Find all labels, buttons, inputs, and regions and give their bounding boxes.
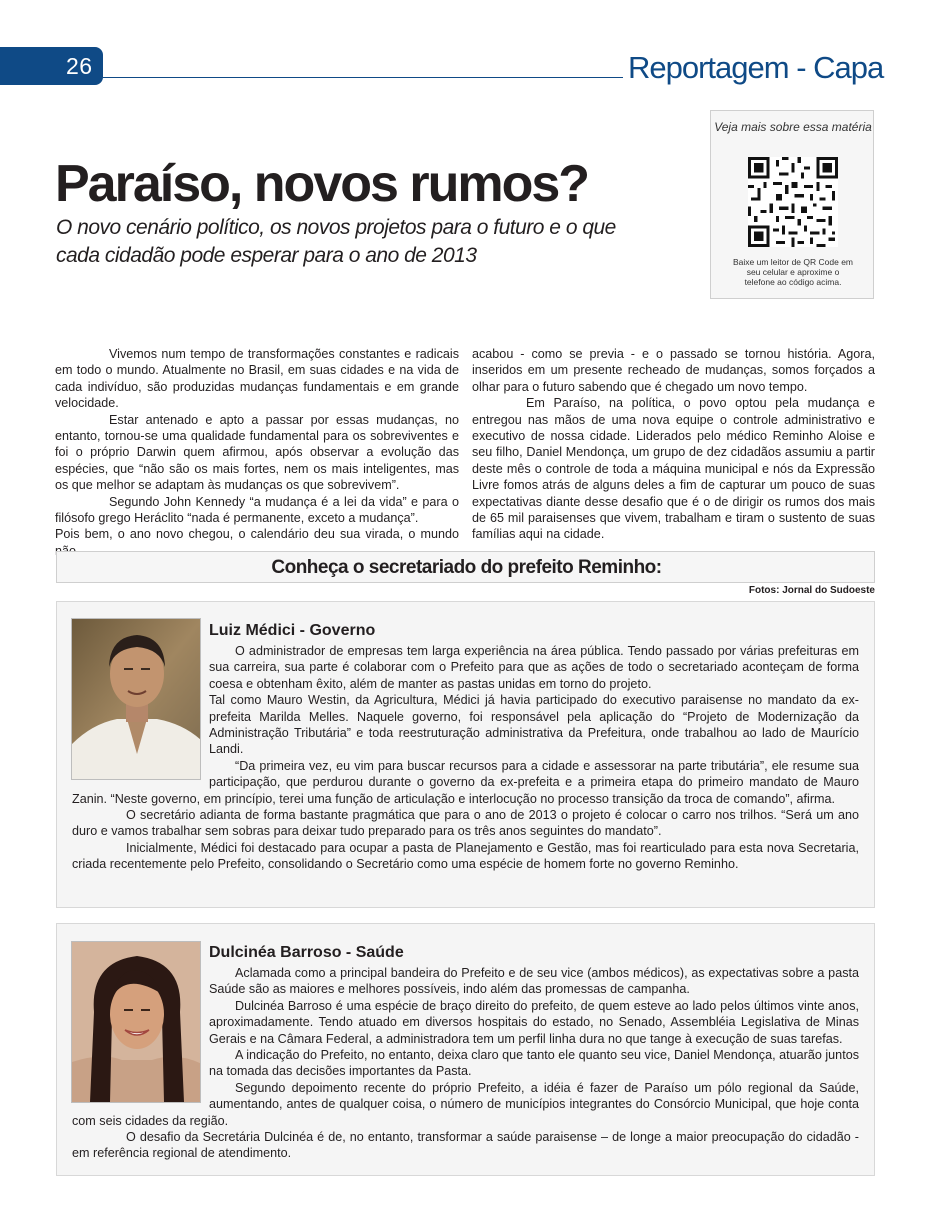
profile-card-luiz-medici bbox=[56, 601, 875, 908]
paragraph: Tal como Mauro Westin, da Agricultura, Médici já havia participado do executivo paraisense no mandato da ex-prefeita Marilda Melles. Naquele governo, foi responsável pela aplicação do “Projeto de Modernização da Administração Tributária” e toda reestruturação administrativa da Prefeitura, onde trabalhou ao lado de Maurício Landi. bbox=[209, 693, 859, 757]
article-column-2 bbox=[472, 346, 875, 543]
paragraph: Em Paraíso, na política, o povo optou pela mudança e entregou nas mãos de uma nova equipe o controle administrativo e executivo de nossa cidade. Liderados pelo médico Reminho Aloise e seu filho, Daniel Mendonça, um grupo de dez cidadãos assumiu a partir deste mês o controle de toda a máquina municipal e nós da Expressão Livre fomos atrás de alguns deles a fim de capturar um pouco de suas expectativas diante desse desafio que é o de dirigir os rumos dos mais de 65 mil paraisenses que vivem, trabalham e tiram o sustento de suas famílias aqui na cidade. bbox=[472, 396, 875, 542]
qr-code-icon[interactable] bbox=[748, 157, 838, 247]
paragraph: O secretário adianta de forma bastante pragmática que para o ano de 2013 o projeto é colocar o carro nos trilhos. “Será um ano duro e vamos trabalhar sem sobras para deixar tudo preparado para os três anos seguintes do mandato”. bbox=[72, 808, 859, 839]
paragraph: Pois bem, o ano novo chegou, o calendário deu sua virada, o mundo bbox=[55, 527, 459, 542]
secretariat-title: Conheça o secretariado do prefeito Reminho: bbox=[271, 557, 662, 578]
header-rule bbox=[103, 77, 623, 78]
paragraph: Segundo depoimento recente do próprio Prefeito, a idéia é fazer de Paraíso um pólo regional da Saúde, aumentando, antes de qualquer coisa, o número de municípios integrantes do Consórcio Municipal, que hoje conta com seis cidades da região. bbox=[72, 1080, 859, 1128]
section-label: Reportagem - Capa bbox=[628, 50, 884, 85]
article-title: Paraíso, novos rumos? bbox=[55, 155, 589, 213]
article-subtitle: O novo cenário político, os novos projetos para o futuro e o que cada cidadão pode esperar para o ano de 2013 bbox=[56, 216, 616, 267]
paragraph: Inicialmente, Médici foi destacado para ocupar a pasta de Planejamento e Gestão, mas foi rearticulado para esta nova Secretaria, criada recentemente pelo Prefeito, consolidando o Secretário como uma espécie de homem forte no governo Reminho. bbox=[72, 840, 859, 872]
profile-text bbox=[72, 643, 859, 873]
secretariat-banner bbox=[56, 551, 875, 583]
profile-text bbox=[72, 965, 859, 1162]
paragraph: acabou - como se previa - e o passado se tornou história. Agora, inseridos em um presente recheado de mudanças, somos forçados a olhar para o futuro sabendo que é chegado um novo tempo. bbox=[472, 347, 875, 394]
profile-card-dulcinea-barroso bbox=[56, 923, 875, 1176]
qr-instructions: Baixe um leitor de QR Code em seu celular e aproxime o telefone ao código acima. bbox=[733, 257, 853, 287]
paragraph: Dulcinéa Barroso é uma espécie de braço direito do prefeito, de quem esteve ao lado pelos últimos vinte anos, aproximadamente. Tendo atuado em diversos hospitais do estado, no Senado, Assembléia Legislativa de Minas Gerais e na Câmara Federal, a administradora tem um perfil linha dura no que tange à execução de suas tarefas. bbox=[209, 998, 859, 1046]
profile-name: Luiz Médici - Governo bbox=[209, 622, 376, 639]
paragraph: Estar antenado e apto a passar por essas mudanças, no entanto, tornou-se uma qualidade fundamental para os sobreviventes e foi o próprio Darwin quem afirmou, após observar a evolução das espécies, que “não são os mais fortes, nem os mais inteligentes, mas os que melhor se adaptam às mudanças os que sobrevivem”. bbox=[55, 412, 459, 493]
photo-credit: Fotos: Jornal do Sudoeste bbox=[748, 585, 875, 596]
paragraph: Vivemos num tempo de transformações constantes e radicais em todo o mundo. Atualmente no Brasil, em suas cidades e na vida de cada indivíduo, são produzidas mudanças fundamentais e em grande velocidade. bbox=[55, 347, 459, 411]
paragraph: Aclamada como a principal bandeira do Prefeito e de seu vice (ambos médicos), as expectativas sobre a pasta Saúde são as maiores e melhores possíveis, indo além das promessas de campanha. bbox=[209, 966, 859, 997]
paragraph: A indicação do Prefeito, no entanto, deixa claro que tanto ele quanto seu vice, Daniel Mendonça, atuarão juntos na tomada das decisões importantes da Pasta. bbox=[209, 1048, 859, 1079]
page-number: 26 bbox=[66, 53, 93, 79]
profile-name: Dulcinéa Barroso - Saúde bbox=[209, 944, 404, 961]
qr-code-box bbox=[710, 110, 874, 299]
paragraph: O administrador de empresas tem larga experiência na área pública. Tendo passado por várias prefeituras em sua carreira, sua parte é colaborar com o Prefeito para que as ações de todo o secretariado aconteçam de forma coesa e obtenham êxito, além de manter as pastas unidas em torno do projeto. bbox=[209, 644, 859, 691]
paragraph: Segundo John Kennedy “a mudança é a lei da vida” e para o filósofo grego Heráclito “nada é permanente, exceto a mudança”. bbox=[55, 494, 459, 526]
qr-caption: Veja mais sobre essa matéria bbox=[714, 120, 872, 134]
paragraph: O desafio da Secretária Dulcinéa é de, no entanto, transformar a saúde paraisense – de longe a maior preocupação do cidadão - em referência regional de atendimento. bbox=[72, 1130, 859, 1161]
article-column-1 bbox=[55, 346, 459, 559]
paragraph: “Da primeira vez, eu vim para buscar recursos para a cidade e assessorar na parte tributária”, ele resume sua participação, que perdurou durante o governo da ex-prefeita e a primeira etapa do primeiro mandato de Mauro Zanin. “Neste governo, em princípio, terei uma função de articulação e interlocução no processo transição da troca de comando”, afirma. bbox=[72, 758, 859, 806]
